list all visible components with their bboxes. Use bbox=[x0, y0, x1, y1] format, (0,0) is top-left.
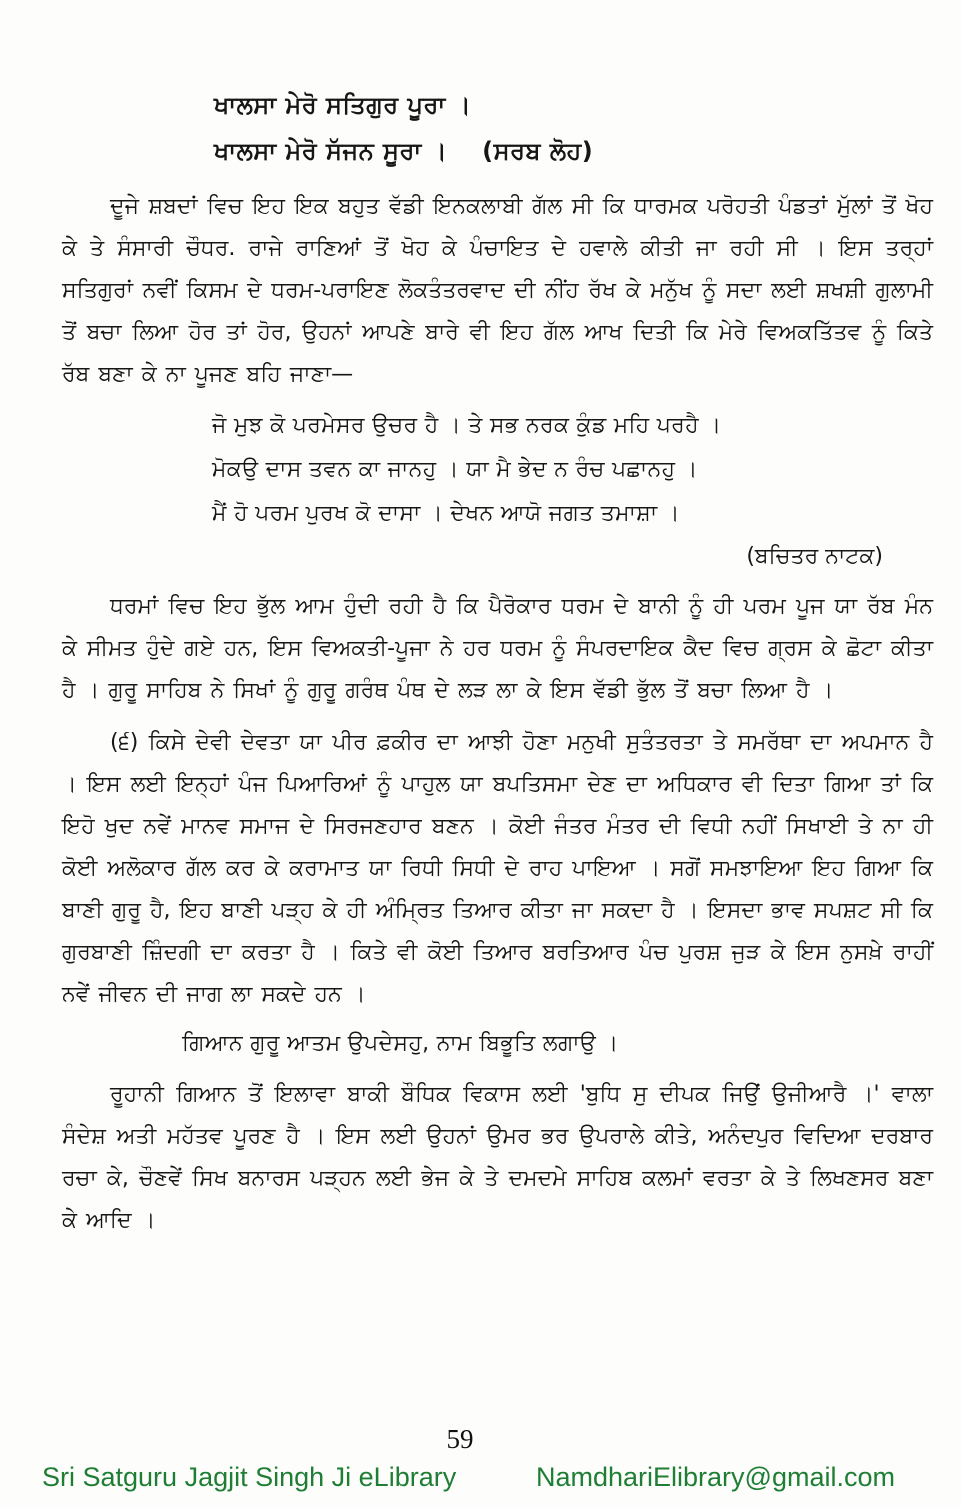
paragraph-2: ਧਰਮਾਂ ਵਿਚ ਇਹ ਭੁੱਲ ਆਮ ਹੁੰਦੀ ਰਹੀ ਹੈ ਕਿ ਪੈਰੋਕਾਰ ਧਰਮ ਦੇ ਬਾਨੀ ਨੂੰ ਹੀ ਪਰਮ ਪੂਜ ਯਾ ਰੱਬ ਮੰਨ ਕੇ ਸੀਮਤ ਹੁੰਦੇ ਗਏ ਹਨ, ਇਸ ਵਿਅਕਤੀ-ਪੂਜਾ ਨੇ ਹਰ ਧਰਮ ਨੂੰ ਸੰਪਰਦਾਇਕ ਕੈਦ ਵਿਚ ਗ੍ਰਸ ਕੇ ਛੋਟਾ ਕੀਤਾ ਹੈ । ਗੁਰੂ ਸਾਹਿਬ ਨੇ ਸਿਖਾਂ ਨੂੰ ਗੁਰੂ ਗਰੰਥ ਪੰਥ ਦੇ ਲੜ ਲਾ ਕੇ ਇਸ ਵੱਡੀ ਭੁੱਲ ਤੋਂ ਬਚਾ ਲਿਆ ਹੈ । bbox=[62, 594, 933, 703]
footer-library-credit: Sri Satguru Jagjit Singh Ji eLibrary bbox=[42, 1461, 457, 1492]
opening-verse-line-2-text: ਖਾਲਸਾ ਮੇਰੋ ਸੱਜਨ ਸੂਰਾ । bbox=[214, 137, 448, 165]
quote-line-3: ਮੈਂ ਹੋ ਪਰਮ ਪੁਰਖ ਕੋ ਦਾਸਾ । ਦੇਖਨ ਆਯੋ ਜਗਤ ਤਮਾਸ਼ਾ । bbox=[212, 501, 680, 526]
footer bbox=[0, 1459, 961, 1495]
footer-email: NamdhariElibrary@gmail.com bbox=[535, 1461, 895, 1492]
opening-verse-line-1: ਖਾਲਸਾ ਮੇਰੋ ਸਤਿਗੁਰ ਪੂਰਾ । bbox=[214, 91, 472, 119]
page-content bbox=[62, 82, 933, 1242]
paragraph-1: ਦੂਜੇ ਸ਼ਬਦਾਂ ਵਿਚ ਇਹ ਇਕ ਬਹੁਤ ਵੱਡੀ ਇਨਕਲਾਬੀ ਗੱਲ ਸੀ ਕਿ ਧਾਰਮਕ ਪਰੋਹਤੀ ਪੰਡਤਾਂ ਮੁੱਲਾਂ ਤੋਂ ਖੋਹ ਕੇ ਤੇ ਸੰਸਾਰੀ ਚੌਧਰ. ਰਾਜੇ ਰਾਣਿਆਂ ਤੋਂ ਖੋਹ ਕੇ ਪੰਚਾਇਤ ਦੇ ਹਵਾਲੇ ਕੀਤੀ ਜਾ ਰਹੀ ਸੀ । ਇਸ ਤਰ੍ਹਾਂ ਸਤਿਗੁਰਾਂ ਨਵੀਂ ਕਿਸਮ ਦੇ ਧਰਮ-ਪਰਾਇਣ ਲੋਕਤੰਤਰਵਾਦ ਦੀ ਨੀਂਹ ਰੱਖ ਕੇ ਮਨੁੱਖ ਨੂੰ ਸਦਾ ਲਈ ਸ਼ਖਸ਼ੀ ਗੁਲਾਮੀ ਤੋਂ ਬਚਾ ਲਿਆ ਹੋਰ ਤਾਂ ਹੋਰ, ਉਹਨਾਂ ਆਪਣੇ ਬਾਰੇ ਵੀ ਇਹ ਗੱਲ ਆਖ ਦਿਤੀ ਕਿ ਮੇਰੇ ਵਿਅਕਤਿੱਤਵ ਨੂੰ ਕਿਤੇ ਰੱਬ ਬਣਾ ਕੇ ਨਾ ਪੂਜਣ ਬਹਿ ਜਾਣਾ— bbox=[62, 194, 933, 387]
quote-line-2: ਮੋਕਉ ਦਾਸ ਤਵਨ ਕਾ ਜਾਨਹੁ । ਯਾ ਮੈ ਭੇਦ ਨ ਰੰਚ ਪਛਾਨਹੁ । bbox=[212, 457, 698, 482]
quote-line-1: ਜੋ ਮੁਝ ਕੋ ਪਰਮੇਸਰ ਉਚਰ ਹੈ । ਤੇ ਸਭ ਨਰਕ ਕੁੰਡ ਮਹਿ ਪਰਹੈ । bbox=[212, 413, 722, 438]
scripture-line: ਗਿਆਨ ਗੁਰੂ ਆਤਮ ਉਪਦੇਸਹੁ, ਨਾਮ ਬਿਭੂਤਿ ਲਗਾਉ । bbox=[182, 1031, 619, 1056]
scripture-quote-block bbox=[212, 404, 933, 536]
paragraph-4: ਰੂਹਾਨੀ ਗਿਆਨ ਤੋਂ ਇਲਾਵਾ ਬਾਕੀ ਬੌਧਿਕ ਵਿਕਾਸ ਲਈ 'ਬੁਧਿ ਸੁ ਦੀਪਕ ਜਿਉਂ ਉਜੀਆਰੈ ।' ਵਾਲਾ ਸੰਦੇਸ਼ ਅਤੀ ਮਹੱਤਵ ਪੂਰਣ ਹੈ । ਇਸ ਲਈ ਉਹਨਾਂ ਉਮਰ ਭਰ ਉਪਰਾਲੇ ਕੀਤੇ, ਅਨੰਦਪੁਰ ਵਿਦਿਆ ਦਰਬਾਰ ਰਚਾ ਕੇ, ਚੌਣਵੇਂ ਸਿਖ ਬਨਾਰਸ ਪੜ੍ਹਨ ਲਈ ਭੇਜ ਕੇ ਤੇ ਦਮਦਮੇ ਸਾਹਿਬ ਕਲਮਾਂ ਵਰਤਾ ਕੇ ਤੇ ਲਿਖਣਸਰ ਬਣਾ ਕੇ ਆਦਿ । bbox=[62, 1082, 933, 1233]
opening-verse-line-2 bbox=[214, 128, 933, 174]
page-number: 59 bbox=[446, 1424, 474, 1454]
quote-attribution: (ਬਚਿਤਰ ਨਾਟਕ) bbox=[746, 544, 883, 569]
opening-verse bbox=[214, 82, 933, 174]
opening-verse-source: (ਸਰਬ ਲੋਹ) bbox=[482, 137, 594, 165]
paragraph-3: (੬) ਕਿਸੇ ਦੇਵੀ ਦੇਵਤਾ ਯਾ ਪੀਰ ਫ਼ਕੀਰ ਦਾ ਆਝੀ ਹੋਣਾ ਮਨੁਖੀ ਸੁਤੰਤਰਤਾ ਤੇ ਸਮਰੱਥਾ ਦਾ ਅਪਮਾਨ ਹੈ । ਇਸ ਲਈ ਇਨ੍ਹਾਂ ਪੰਜ ਪਿਆਰਿਆਂ ਨੂੰ ਪਾਹੁਲ ਯਾ ਬਪਤਿਸਮਾ ਦੇਣ ਦਾ ਅਧਿਕਾਰ ਵੀ ਦਿਤਾ ਗਿਆ ਤਾਂ ਕਿ ਇਹੋ ਖੁਦ ਨਵੇਂ ਮਾਨਵ ਸਮਾਜ ਦੇ ਸਿਰਜਣਹਾਰ ਬਣਨ । ਕੋਈ ਜੰਤਰ ਮੰਤਰ ਦੀ ਵਿਧੀ ਨਹੀਂ ਸਿਖਾਈ ਤੇ ਨਾ ਹੀ ਕੋਈ ਅਲੋਕਾਰ ਗੱਲ ਕਰ ਕੇ ਕਰਾਮਾਤ ਯਾ ਰਿਧੀ ਸਿਧੀ ਦੇ ਰਾਹ ਪਾਇਆ । ਸਗੋਂ ਸਮਝਾਇਆ ਇਹ ਗਿਆ ਕਿ ਬਾਣੀ ਗੁਰੂ ਹੈ, ਇਹ ਬਾਣੀ ਪੜ੍ਹ ਕੇ ਹੀ ਅੰਮ੍ਰਿਤ ਤਿਆਰ ਕੀਤਾ ਜਾ ਸਕਦਾ ਹੈ । ਇਸਦਾ ਭਾਵ ਸਪਸ਼ਟ ਸੀ ਕਿ ਗੁਰਬਾਣੀ ਜ਼ਿੰਦਗੀ ਦਾ ਕਰਤਾ ਹੈ । ਕਿਤੇ ਵੀ ਕੋਈ ਤਿਆਰ ਬਰਤਿਆਰ ਪੰਚ ਪੁਰਸ਼ ਜੁੜ ਕੇ ਇਸ ਨੁਸਖ਼ੇ ਰਾਹੀਂ ਨਵੇਂ ਜੀਵਨ ਦੀ ਜਾਗ ਲਾ ਸਕਦੇ ਹਨ । bbox=[62, 730, 933, 1007]
